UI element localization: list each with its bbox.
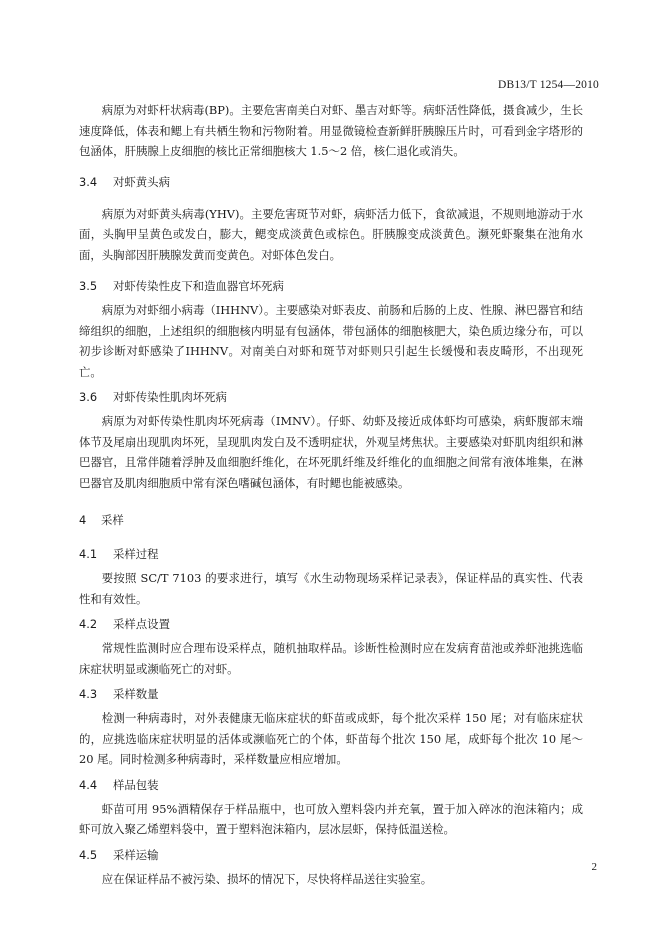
document-body bbox=[79, 100, 583, 889]
standard-code: DB13/T 1254—2010 bbox=[497, 79, 599, 91]
section-3-4-paragraph: 病原为对虾黄头病毒(YHV)。主要危害斑节对虾，病虾活力低下，食欲减退，不规则地游动于水面，头胸甲呈黄色或发白，膨大，鳃变成淡黄色或棕色。肝胰腺变成淡黄色。濒死虾聚集在池角水面，头胸部因肝胰腺发黄而变黄色。对虾体色发白。 bbox=[79, 206, 583, 262]
section-title: 采样点设置 bbox=[113, 617, 170, 631]
section-title: 采样过程 bbox=[113, 547, 159, 561]
section-4-4-heading bbox=[79, 775, 583, 795]
section-number: 3.5 bbox=[79, 279, 98, 293]
section-number: 4.4 bbox=[79, 777, 98, 792]
section-3-5-paragraph: 病原为对虾细小病毒（IHHNV）。主要感染对虾表皮、前肠和后肠的上皮、性腺、淋巴器官和结缔组织的细胞，上述组织的细胞核内明显有包涵体，带包涵体的细胞核肥大，染色质边缘分布，可以初步诊断对虾感染了IHHNV。对南美白对虾和斑节对虾则只引起生长缓慢和表皮畸形，不出现死亡。 bbox=[79, 303, 583, 379]
section-title: 对虾传染性肌肉坏死病 bbox=[113, 390, 227, 404]
section-4-1-paragraph: 要按照 SC/T 7103 的要求进行，填写《水生动物现场采样记录表》，保证样品的真实性、代表性和有效性。 bbox=[79, 571, 583, 606]
section-number: 4.1 bbox=[79, 547, 98, 561]
section-3-6-paragraph: 病原为对虾传染性肌肉坏死病毒（IMNV）。仔虾、幼虾及接近成体虾均可感染，病虾腹部末端体节及尾扇出现肌肉坏死，呈现肌肉发白及不透明症状，外观呈烤焦状。主要感染对虾肌肉组织和淋巴器官，且常伴随着浮肿及血细胞纤维化，在坏死肌纤维及纤维化的血细胞之间常有液体堆集，在淋巴器官及肌肉细胞质中常有深色嗜碱包涵体，有时鳃也能被感染。 bbox=[79, 414, 583, 490]
section-4-1-heading bbox=[79, 544, 583, 564]
section-title: 对虾黄头病 bbox=[113, 174, 170, 189]
section-title: 采样数量 bbox=[113, 687, 159, 701]
section-number: 4.5 bbox=[79, 847, 98, 862]
section-3-4-heading bbox=[79, 172, 583, 192]
section-4-heading bbox=[79, 510, 583, 530]
section-4-2-paragraph: 常规性监测时应合理布设采样点，随机抽取样品。诊断性检测时应在发病育苗池或养虾池挑选临床症状明显或濒临死亡的对虾。 bbox=[79, 641, 583, 676]
section-3-5-heading bbox=[79, 276, 583, 296]
page-number: 2 bbox=[591, 861, 597, 873]
section-3-3-paragraph: 病原为对虾杆状病毒(BP)。主要危害南美白对虾、墨吉对虾等。病虾活性降低，摄食减少，生长速度降低，体表和鳃上有共栖生物和污物附着。用显微镜检查新鲜肝胰腺压片时，可看到金字塔形的包涵体，肝胰腺上皮细胞的核比正常细胞核大 1.5～2 倍，核仁退化或消失。 bbox=[79, 103, 583, 158]
section-number: 4.3 bbox=[79, 687, 98, 701]
section-title: 对虾传染性皮下和造血器官坏死病 bbox=[113, 279, 284, 293]
section-4-5-paragraph: 应在保证样品不被污染、损坏的情况下，尽快将样品送往实验室。 bbox=[101, 871, 433, 886]
section-4-2-heading bbox=[79, 614, 583, 634]
section-4-3-heading bbox=[79, 684, 583, 704]
section-title: 采样运输 bbox=[113, 847, 159, 862]
section-3-6-heading bbox=[79, 387, 583, 407]
section-number: 3.6 bbox=[79, 390, 98, 404]
section-title: 样品包装 bbox=[113, 777, 159, 792]
section-4-5-heading bbox=[79, 845, 583, 865]
section-number: 3.4 bbox=[79, 174, 98, 189]
section-4-4-paragraph: 虾苗可用 95%酒精保存于样品瓶中，也可放入塑料袋内并充氧，置于加入碎冰的泡沫箱内；成虾可放入聚乙烯塑料袋中，置于塑料泡沫箱内，层冰层虾，保持低温送检。 bbox=[79, 801, 583, 836]
section-title: 采样 bbox=[101, 513, 124, 527]
section-4-3-paragraph: 检测一种病毒时，对外表健康无临床症状的虾苗或成虾，每个批次采样 150 尾；对有临床症状的，应挑选临床症状明显的活体或濒临死亡的个体，虾苗每个批次 150 尾，成虾每个批次 10 尾～20 尾。同时检测多种病毒时，采样数量应相应增加。 bbox=[79, 711, 583, 766]
section-number: 4 bbox=[79, 513, 87, 527]
section-number: 4.2 bbox=[79, 617, 98, 631]
